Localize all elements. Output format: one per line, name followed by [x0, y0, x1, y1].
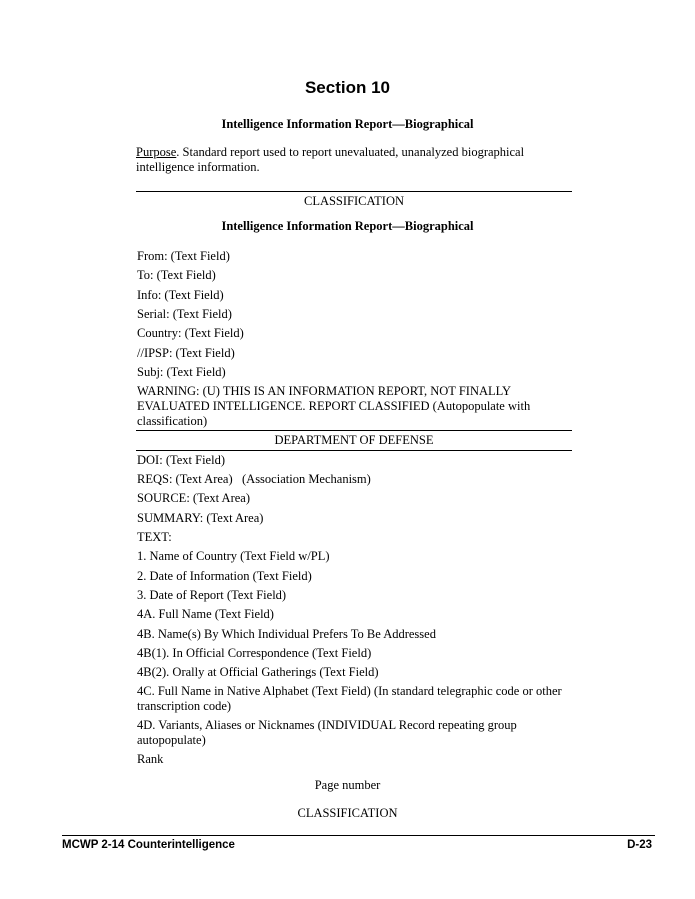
field-from: From: (Text Field) — [137, 249, 230, 263]
item-2-date-info: 2. Date of Information (Text Field) — [137, 569, 312, 583]
item-4b1-correspondence: 4B(1). In Official Correspondence (Text Field) — [137, 646, 372, 660]
field-to: To: (Text Field) — [137, 268, 216, 282]
classification-top: CLASSIFICATION — [303, 194, 404, 208]
field-info: Info: (Text Field) — [137, 288, 224, 302]
section-title: Section 10 — [304, 78, 391, 97]
item-3-date-report: 3. Date of Report (Text Field) — [137, 588, 287, 602]
field-rank: Rank — [137, 752, 164, 766]
item-4a-full-name: 4A. Full Name (Text Field) — [137, 607, 274, 621]
footer-publication: MCWP 2-14 Counterintelligence — [62, 839, 235, 851]
department-top-rule — [136, 430, 572, 431]
item-4b2-orally: 4B(2). Orally at Official Gatherings (Text Field) — [137, 665, 379, 679]
footer-page-number: D-23 — [627, 839, 652, 851]
item-1-country: 1. Name of Country (Text Field w/PL) — [137, 549, 330, 563]
field-country: Country: (Text Field) — [137, 326, 244, 340]
field-text: TEXT: — [137, 530, 172, 544]
field-serial: Serial: (Text Field) — [137, 307, 232, 321]
field-ipsp: //IPSP: (Text Field) — [137, 346, 235, 360]
item-4d-aliases: 4D. Variants, Aliases or Nicknames (INDIVIDUAL Record repeating group autopopulate) — [137, 718, 517, 747]
report-title: Intelligence Information Report—Biographical — [221, 117, 474, 131]
purpose-paragraph — [136, 145, 576, 175]
classification-bottom: CLASSIFICATION — [297, 806, 398, 820]
field-summary: SUMMARY: (Text Area) — [137, 511, 264, 525]
department-bottom-rule — [136, 450, 572, 451]
footer-rule — [62, 835, 655, 836]
purpose-text: . Standard report used to report unevaluated, unanalyzed biographical intelligence information. — [136, 145, 525, 174]
department-label: DEPARTMENT OF DEFENSE — [274, 433, 434, 447]
page-number-placeholder: Page number — [314, 778, 381, 792]
field-reqs: REQS: (Text Area) (Association Mechanism) — [137, 472, 371, 486]
purpose-label: Purpose — [136, 145, 177, 159]
item-4c-native-name: 4C. Full Name in Native Alphabet (Text Field) (In standard telegraphic code or other transcription code) — [137, 684, 562, 713]
item-4b-preferred-name: 4B. Name(s) By Which Individual Prefers To Be Addressed — [137, 627, 436, 641]
field-subj: Subj: (Text Field) — [137, 365, 226, 379]
form-title: Intelligence Information Report—Biographical — [221, 219, 474, 233]
form-top-rule — [136, 191, 572, 192]
warning-text: WARNING: (U) THIS IS AN INFORMATION REPORT, NOT FINALLY EVALUATED INTELLIGENCE. REPORT CLASSIFIED (Autopopulate with classification) — [137, 384, 531, 428]
field-source: SOURCE: (Text Area) — [137, 491, 250, 505]
field-doi: DOI: (Text Field) — [137, 453, 225, 467]
